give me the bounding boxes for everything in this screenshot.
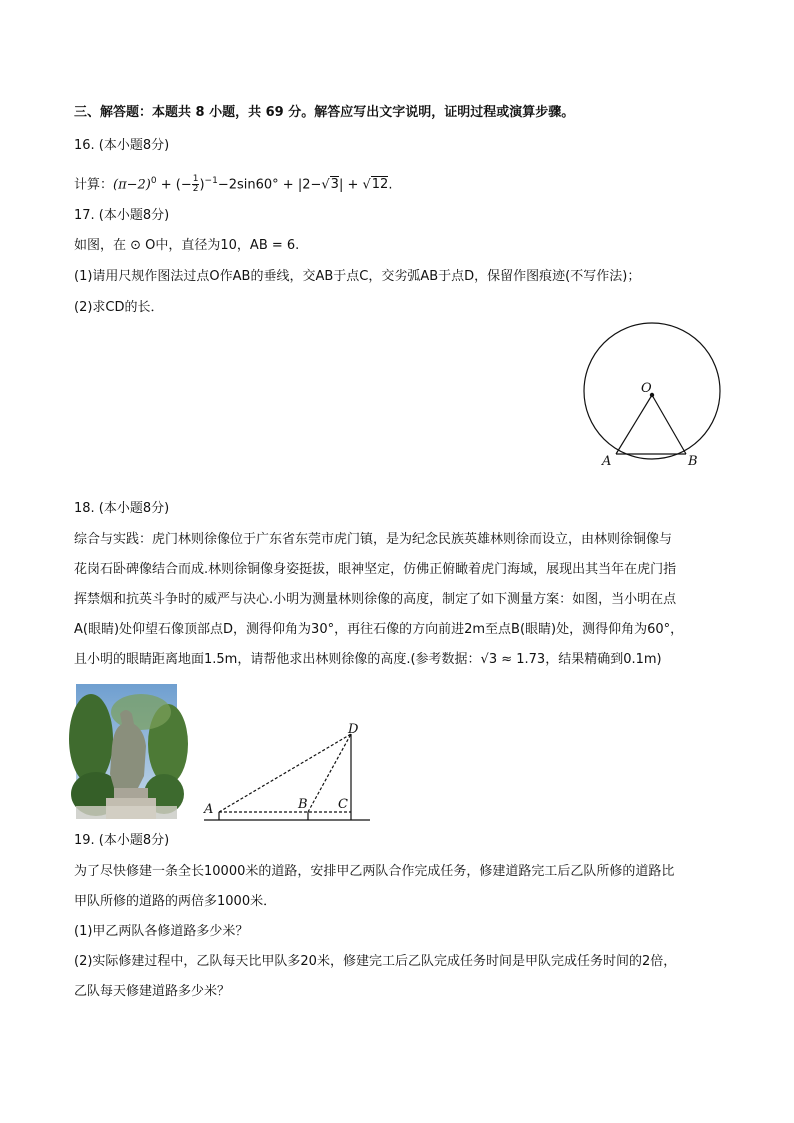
q18-line: 综合与实践：虎门林则徐像位于广东省东莞市虎门镇，是为纪念民族英雄林则徐而设立，由林则徐铜像与 — [74, 532, 673, 547]
segment-ob — [652, 395, 686, 454]
q17-heading: 17. (本小题8分) — [74, 208, 170, 223]
q18-line: 且小明的眼睛距离地面1.5m，请帮他求出林则徐像的高度.(参考数据：√3 ≈ 1.73，结果精确到0.1m) — [74, 652, 662, 667]
q16-expression: 计算：$(\pi-2)^0$ + (− $\frac{1}{2}$ )$^{-1}$−2sin60° + |2−√3| + √12. — [74, 174, 393, 195]
q19-line: 甲队所修的道路的两倍多1000米． — [74, 894, 277, 909]
q19-line: (2)实际修建过程中，乙队每天比甲队多20米，修建完工后乙队完成任务时间是甲队完成任务时间的2倍， — [74, 954, 677, 969]
q19-line: 为了尽快修建一条全长10000米的道路，安排甲乙两队合作完成任务，修建道路完工后乙队所修的道路比 — [74, 864, 675, 879]
label-b: B — [298, 797, 308, 812]
q17-part1: (1)请用尺规作图法过点O作AB的垂线，交AB于点C，交劣弧AB于点D，保留作图痕迹(不写作法)； — [74, 269, 641, 284]
q16-frac-num: 1 — [192, 174, 199, 185]
circle-o — [584, 323, 720, 459]
q18-body — [74, 525, 724, 675]
q18-line: 挥禁烟和抗英斗争时的威严与决心.小明为测量林则徐像的高度，制定了如下测量方案：如图，当小明在点 — [74, 592, 677, 607]
label-a: A — [602, 454, 612, 469]
label-b: B — [688, 454, 698, 469]
q19-line: (1)甲乙两队各修道路多少米？ — [74, 924, 249, 939]
sightline-ad — [219, 734, 351, 812]
q19-heading: 19. (本小题8分) — [74, 833, 170, 848]
q17-part2: (2)求CD的长． — [74, 300, 164, 315]
q16-heading: 16. (本小题8分) — [74, 138, 170, 153]
q16-sqrt3: 3 — [330, 177, 339, 193]
statue-photo — [76, 684, 177, 819]
q16-exp-0: 0 — [150, 176, 157, 186]
q17-circle-figure — [580, 325, 730, 470]
label-d: D — [348, 722, 359, 737]
q16-end: . — [388, 177, 393, 193]
q17-line1: 如图，在 ⊙ O中，直径为10，AB = 6. — [74, 238, 300, 253]
label-o: O — [641, 381, 652, 396]
q16-term-a: (π−2) — [113, 177, 151, 193]
q16-after-abs: | + — [338, 177, 363, 193]
label-c: C — [338, 797, 348, 812]
q16-mid: −2sin60° + |2− — [217, 177, 322, 193]
q16-exp-neg1: −1 — [204, 176, 218, 186]
q18-heading: 18. (本小题8分) — [74, 501, 170, 516]
q19-body — [74, 857, 724, 1007]
q18-line: A(眼睛)处仰望石像顶部点D，测得仰角为30°，再往石像的方向前进2m至点B(眼睛)处，测得仰角为60°， — [74, 622, 684, 637]
q16-sqrt12: 12 — [371, 177, 389, 193]
q19-line: 乙队每天修建道路多少米？ — [74, 984, 231, 999]
label-a: A — [204, 802, 214, 817]
q16-prefix: 计算： — [74, 177, 114, 193]
q18-line: 花岗石卧碑像结合而成.林则徐铜像身姿挺拔，眼神坚定，仿佛正俯瞰着虎门海域，展现出其当年在虎门指 — [74, 562, 677, 577]
section-header: 三、解答题：本题共 8 小题，共 69 分。解答应写出文字说明，证明过程或演算步骤。 — [74, 105, 575, 120]
q16-frac-den: 2 — [192, 184, 199, 195]
segment-oa — [616, 395, 652, 454]
q16-plus: + (− — [156, 177, 192, 193]
q18-angle-figure — [200, 720, 380, 825]
